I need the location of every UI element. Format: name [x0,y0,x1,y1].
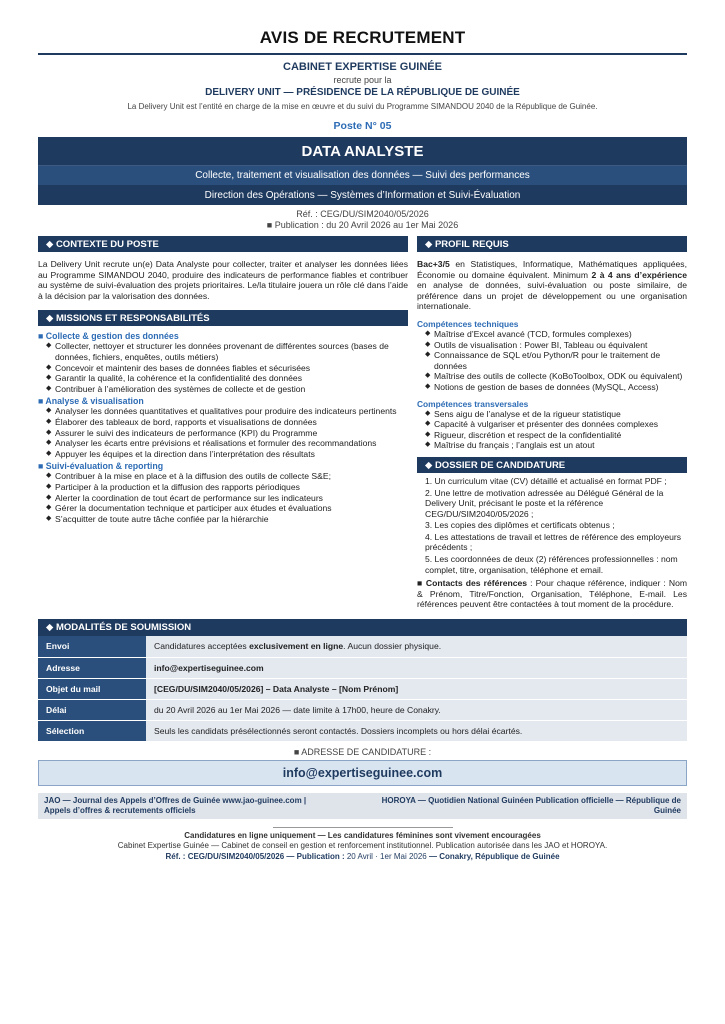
list-item: ◆ Concevoir et maintenir des bases de données fiables et sécurisées [46,362,311,373]
list-item: ◆ Élaborer des tableaux de bord, rapports et visualisations de données [46,416,317,427]
table-key: Sélection [38,720,146,741]
diamond-bullet-icon: ◆ [425,372,431,380]
list-item: ◆ Participer à la production et la diffusion des rapports périodiques [46,481,300,492]
table-value: du 20 Avril 2026 au 1er Mai 2026 — date limite à 17h00, heure de Conakry. [146,699,687,720]
mission-group [38,461,408,524]
soft-skills-list [425,409,687,451]
section-heading-context: ◆ CONTEXTE DU POSTE [38,236,408,252]
list-item: ◆ Contribuer à l’amélioration des systèmes de collecte et de gestion [46,383,306,394]
list-item: 3. Les copies des diplômes et certificats obtenus ; [425,520,615,531]
client-description: La Delivery Unit est l’entité en charge de la mise en œuvre et du suivi du Programme SIMANDOU 2040 de la République de Guinée. [127,102,598,111]
page-title: AVIS DE RECRUTEMENT [259,28,466,47]
diamond-bullet-icon: ◆ [46,384,52,392]
client-name: DELIVERY UNIT — PRÉSIDENCE DE LA RÉPUBLIQUE DE GUINÉE [205,87,520,98]
job-title-banner [38,137,687,205]
diamond-bullet-icon: ◆ [46,482,52,490]
mission-group-title: ■ Collecte & gestion des données [38,331,179,342]
list-item: ◆ Alerter la coordination de tout écart de performance sur les indicateurs [46,492,323,503]
list-item: ◆ Maîtrise d’Excel avancé (TCD, formules complexes) [425,328,632,339]
right-column [417,236,687,610]
footer-divider [273,827,453,828]
list-item: 1. Un curriculum vitae (CV) détaillé et actualisé en format PDF ; [425,475,667,486]
profile-text: Bac+3/5 en Statistiques, Informatique, Mathématiques appliquées, Économie ou domaine équivalent. Minimum 2 à 4 ans d’expérience en analyse de données, suivi-évaluation ou poste similaire, de préférence dans un projet de développement ou une organisation internationale. [417,259,687,312]
diamond-bullet-icon: ◆ [46,407,52,415]
recruits-for-text: recrute pour la [333,75,392,85]
table-row [38,657,687,678]
mission-list [46,471,408,524]
diamond-bullet-icon: ◆ [46,493,52,501]
recruitment-notice [38,28,687,862]
list-item: ◆ Rigueur, discrétion et respect de la confidentialité [425,429,622,440]
table-value: Candidatures acceptées exclusivement en ligne. Aucun dossier physique. [146,636,687,657]
context-text: La Delivery Unit recrute un(e) Data Analyste pour collecter, traiter et analyser les données liées au Programme SIMANDOU 2040, produire des indicateurs de performance fiables et contribuer au système de suivi-évaluation des projets prioritaires. Le/la titulaire jouera un rôle clé dans l’aide à la décision par la valorisation des données. [38,259,408,301]
footer-line-1: Candidatures en ligne uniquement — Les candidatures féminines sont vivement encouragées [184,830,541,840]
publication-dates: du 20 Avril 2026 au 1er Mai 2026 [326,220,459,230]
table-key: Délai [38,699,146,720]
mission-group-title: ■ Analyse & visualisation [38,396,144,407]
diamond-bullet-icon: ◆ [425,430,431,438]
application-documents-list [425,476,687,575]
publication-label: ■ Publication : [266,220,324,230]
diamond-bullet-icon: ◆ [425,351,431,359]
section-heading-submission: ◆ MODALITÉS DE SOUMISSION [38,619,687,636]
technical-skills-title: Compétences techniques [417,318,519,329]
table-key: Envoi [38,636,146,657]
table-key: Objet du mail [38,678,146,699]
list-item: ◆ Analyser les données quantitatives et qualitatives pour produire des indicateurs pertinents [46,406,397,417]
table-key: Adresse [38,657,146,678]
position-number: Poste N° 05 [333,120,392,132]
list-item: ◆ Connaissance de SQL et/ou Python/R pour le traitement de données [425,350,661,371]
email-address-link[interactable]: info@expertiseguinee.com [146,657,687,678]
diamond-bullet-icon: ◆ [425,329,431,337]
list-item: ◆ Outils de visualisation : Power BI, Tableau ou équivalent [425,339,648,350]
list-item: ◆ Collecter, nettoyer et structurer les données provenant de différentes sources (bases de données, fichiers, enquêtes, outils métiers) [46,341,389,362]
diamond-bullet-icon: ◆ [46,374,52,382]
reference-value: CEG/DU/SIM2040/05/2026 [320,209,429,219]
application-email-link[interactable]: info@expertiseguinee.com [38,760,687,786]
mission-group-title: ■ Suivi-évaluation & reporting [38,461,164,472]
diamond-bullet-icon: ◆ [46,417,52,425]
mission-list [46,341,408,394]
list-item: ◆ S’acquitter de toute autre tâche confiée par la hiérarchie [46,513,269,524]
source-jao: JAO — Journal des Appels d’Offres de Guinée www.jao-guinee.com | Appels d’offres & recrutements officiels [44,795,307,815]
diamond-bullet-icon: ◆ [46,363,52,371]
two-column-body [38,236,687,610]
soft-skills-title: Compétences transversales [417,398,529,409]
diamond-bullet-icon: ◆ [425,441,431,449]
mission-group [38,396,408,459]
list-item: ◆ Maîtrise du français ; l’anglais est un atout [425,440,595,451]
diamond-bullet-icon: ◆ [425,340,431,348]
footer [38,831,687,863]
list-item: ◆ Assurer le suivi des indicateurs de performance (KPI) du Programme [46,427,318,438]
reference-block [38,209,687,231]
list-item: 2. Une lettre de motivation adressée au Délégué Général de la Delivery Unit, précisant le poste et la référence CEG/DU/SIM2040/05/2026 ; [425,487,664,519]
table-row [38,699,687,720]
section-heading-profile: ◆ PROFIL REQUIS [417,236,687,252]
source-horoya: HOROYA — Quotidien National Guinéen Publication officielle — République de Guinée [381,795,681,815]
publication-sources [38,793,687,819]
diamond-bullet-icon: ◆ [425,420,431,428]
list-item: 5. Les coordonnées de deux (2) références professionnelles : nom complet, titre, organisation, téléphone et email. [425,554,678,575]
list-item: ◆ Notions de gestion de bases de données (MySQL, Access) [425,381,659,392]
table-row [38,720,687,741]
list-item: 4. Les attestations de travail et lettres de référence des employeurs précédents ; [425,531,682,553]
reference-label: Réf. : [296,209,318,219]
diamond-bullet-icon: ◆ [46,428,52,436]
title-divider [38,53,687,55]
list-item: ◆ Contribuer à la mise en place et à la diffusion des outils de collecte S&E; [46,471,331,482]
diamond-bullet-icon: ◆ [425,409,431,417]
table-row [38,678,687,699]
section-heading-application: ◆ DOSSIER DE CANDIDATURE [417,457,687,473]
diamond-bullet-icon: ◆ [46,439,52,447]
section-heading-missions: ◆ MISSIONS ET RESPONSABILITÉS [38,310,408,326]
list-item: ◆ Garantir la qualité, la cohérence et la confidentialité des données [46,373,302,384]
application-address-label: ■ ADRESSE DE CANDIDATURE : [293,746,432,757]
footer-line-2: Cabinet Expertise Guinée — Cabinet de conseil en gestion et renforcement institutionnel. Publication autorisée dans les JAO et HOROYA. [117,841,608,851]
left-column [38,236,408,610]
diamond-bullet-icon: ◆ [46,514,52,522]
technical-skills-list [425,329,687,393]
list-item: ◆ Maîtrise des outils de collecte (KoBoToolbox, ODK ou équivalent) [425,371,683,382]
table-value: [CEG/DU/SIM2040/05/2026] – Data Analyste – [Nom Prénom] [146,678,687,699]
job-title: DATA ANALYSTE [38,137,687,166]
submission-table [38,636,687,742]
table-value: Seuls les candidats présélectionnés seront contactés. Dossiers incomplets ou hors délai écartés. [146,720,687,741]
list-item: ◆ Gérer la documentation technique et participer aux études et évaluations [46,503,332,514]
list-item: ◆ Sens aigu de l’analyse et de la rigueur statistique [425,408,621,419]
diamond-bullet-icon: ◆ [425,382,431,390]
footer-line-3: Réf. : CEG/DU/SIM2040/05/2026 — Publication : 20 Avril · 1er Mai 2026 — Conakry, République de Guinée [165,851,560,861]
list-item: ◆ Capacité à vulgariser et présenter des données complexes [425,419,659,430]
diamond-bullet-icon: ◆ [46,449,52,457]
diamond-bullet-icon: ◆ [46,342,52,350]
references-contacts-note: ■ Contacts des références : Pour chaque référence, indiquer : Nom & Prénom, Titre/Fonction, Organisation, Téléphone, E-mail. Les références peuvent être contactées à tout moment de la procédure. [417,578,688,610]
job-subtitle: Collecte, traitement et visualisation des données — Suivi des performances [38,166,687,186]
job-department: Direction des Opérations — Systèmes d’Information et Suivi-Évaluation [38,186,687,205]
firm-name: CABINET EXPERTISE GUINÉE [283,61,442,73]
list-item: ◆ Analyser les écarts entre prévisions et réalisations et formuler des recommandations [46,438,377,449]
diamond-bullet-icon: ◆ [46,472,52,480]
list-item: ◆ Appuyer les équipes et la direction dans l’interprétation des résultats [46,448,315,459]
mission-group [38,331,408,394]
mission-list [46,406,408,459]
diamond-bullet-icon: ◆ [46,504,52,512]
table-row [38,636,687,657]
